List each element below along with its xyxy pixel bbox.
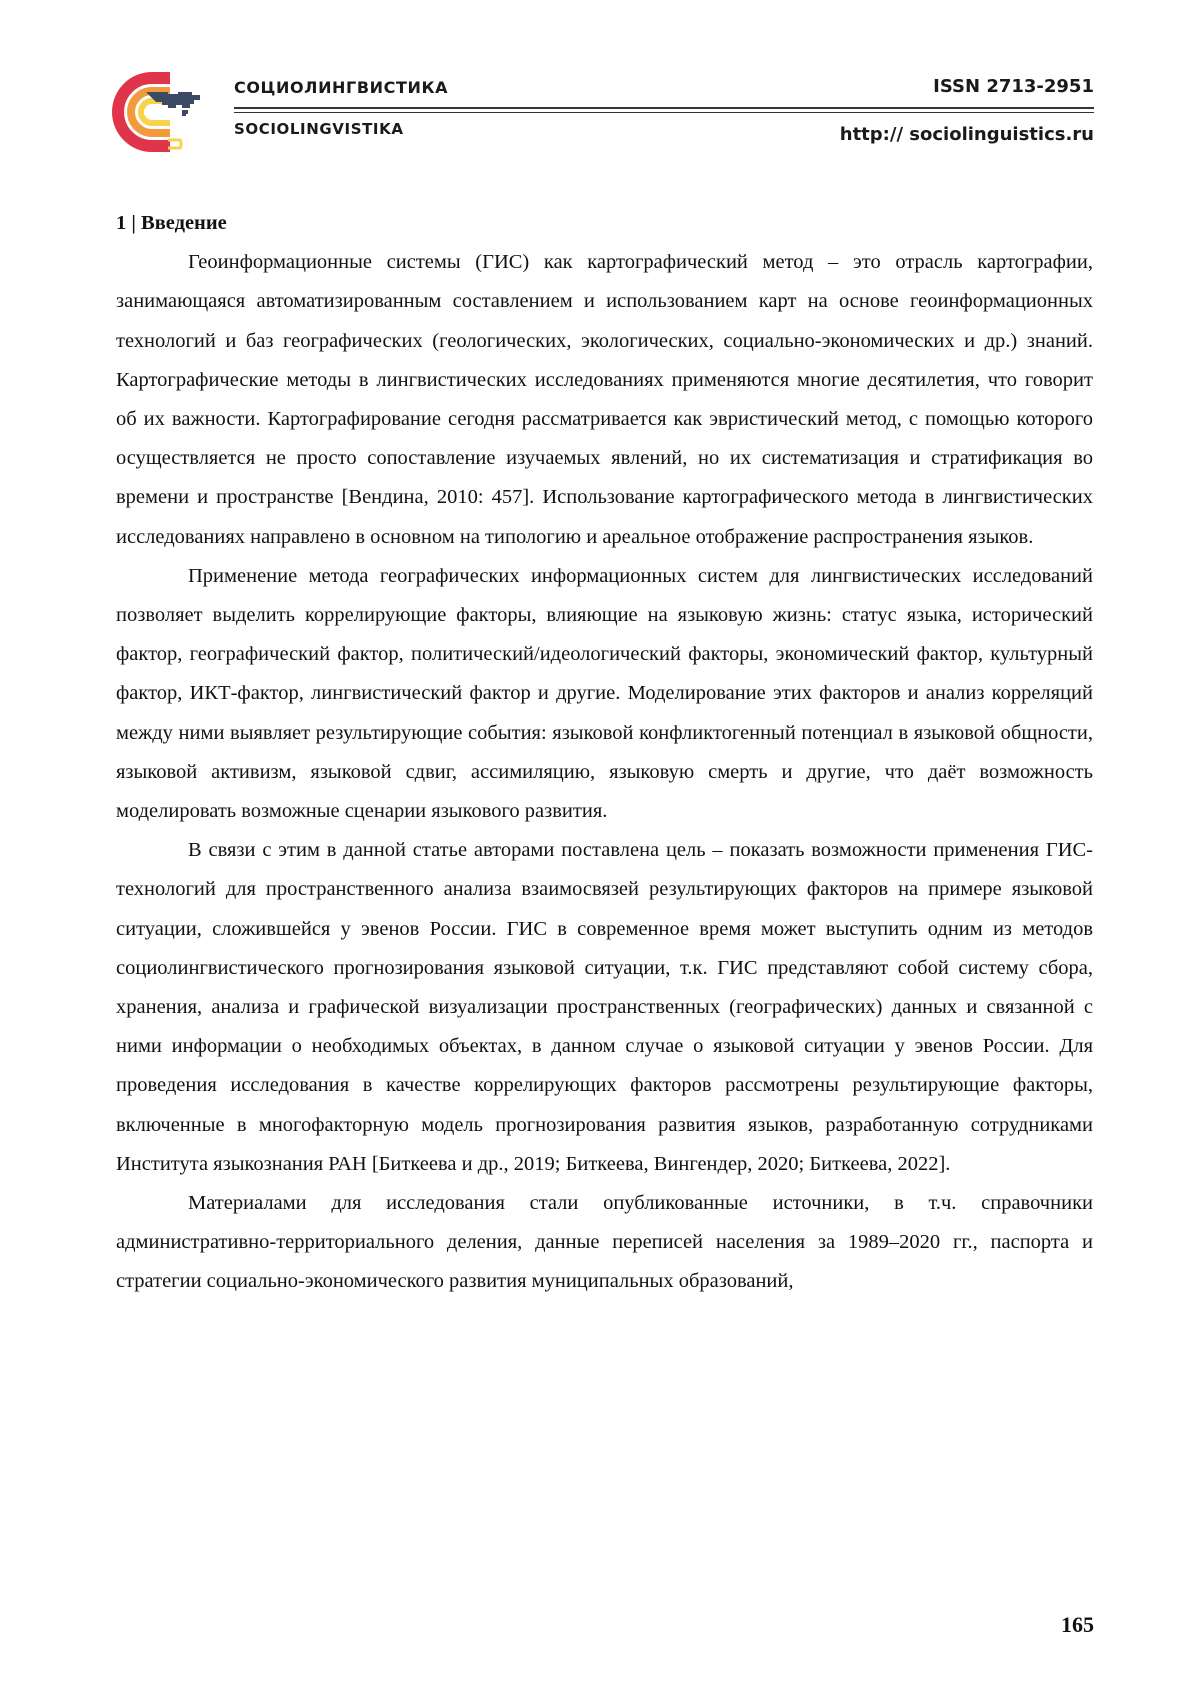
journal-website-link[interactable]: http:// sociolinguistics.ru: [839, 124, 1094, 145]
issn-number: ISSN 2713-2951: [933, 76, 1094, 97]
paragraph: В связи с этим в данной статье авторами поставлена цель – показать возможности применения ГИС-технологий для пространственного анализа взаимосвязей результирующих факторов на примере языковой ситуации, сложившейся у эвенов России. ГИС в современное время может выступить одним из методов социолингвистического прогнозирования языковой ситуации, т.к. ГИС представляют собой систему сбора, хранения, анализа и графической визуализации пространственных (географических) данных и связанной с ними информации о необходимых объектах, в данном случае о языковой ситуации у эвенов России. Для проведения исследования в качестве коррелирующих факторов рассмотрены результирующие факторы, включенные в многофакторную модель прогнозирования развития языков, разработанную сотрудниками Института языкознания РАН [Биткеева и др., 2019; Биткеева, Вингендер, 2020; Биткеева, 2022].: [116, 839, 1093, 1175]
journal-title-russian: СОЦИОЛИНГВИСТИКА: [234, 78, 449, 97]
header-rule: [234, 107, 1094, 109]
journal-logo-icon: [112, 72, 216, 152]
paragraph: Применение метода географических информационных систем для лингвистических исследований позволяет выделить коррелирующие факторы, влияющие на языковую жизнь: статус языка, исторический фактор, географический фактор, политический/идеологический факторы, экономический фактор, культурный фактор, ИКТ-фактор, лингвистический фактор и другие. Моделирование этих факторов и анализ корреляций между ними выявляет результирующие события: языковой конфликтогенный потенциал в языковой общности, языковой активизм, языковой сдвиг, ассимиляцию, языковую смерть и другие, что даёт возможность моделировать возможные сценарии языкового развития.: [116, 564, 1093, 823]
paragraph: Геоинформационные системы (ГИС) как картографический метод – это отрасль картографии, занимающаяся автоматизированным составлением и использованием карт на основе геоинформационных технологий и баз географических (геологических, экологических, социально-экономических и др.) знаний. Картографические методы в лингвистических исследованиях применяются многие десятилетия, что говорит об их важности. Картографирование сегодня рассматривается как эвристический метод, с помощью которого осуществляется не просто сопоставление изучаемых явлений, но их систематизация и стратификация во времени и пространстве [Вендина, 2010: 457]. Использование картографического метода в лингвистических исследованиях направлено в основном на типологию и ареальное отображение распространения языков.: [116, 251, 1093, 548]
section-heading: 1 | Введение: [116, 212, 227, 234]
header-rule-thin: [234, 112, 1094, 113]
article-body: [116, 204, 1093, 1302]
page-number: 165: [1061, 1612, 1094, 1637]
paragraph: Материалами для исследования стали опубликованные источники, в т.ч. справочники административно-территориального деления, данные переписей населения за 1989–2020 гг., паспорта и стратегии социально-экономического развития муниципальных образований,: [116, 1192, 1093, 1293]
journal-title-latin: SOCIOLINGVISTIKA: [234, 120, 404, 138]
